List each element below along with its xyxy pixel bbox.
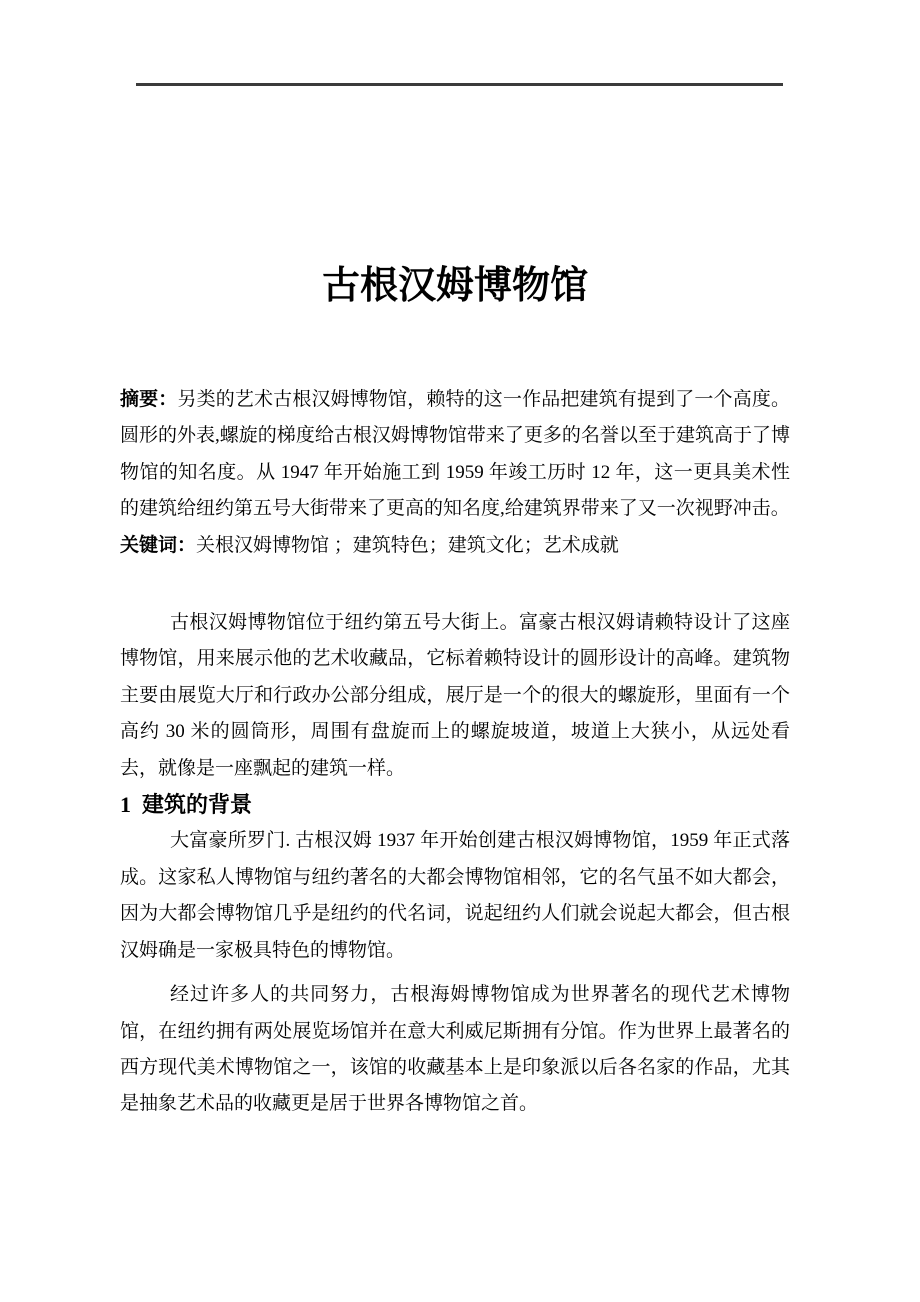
- intro-paragraph: 古根汉姆博物馆位于纽约第五号大街上。富豪古根汉姆请赖特设计了这座博物馆，用来展示他的艺术收藏品，它标着赖特设计的圆形设计的高峰。建筑物主要由展览大厅和行政办公部分组成，展厅是一个的很大的螺旋形，里面有一个高约 30 米的圆筒形，周围有盘旋而上的螺旋坡道，坡道上大狭小，从远处看去，就像是一座飘起的建筑一样。: [120, 612, 790, 779]
- page-title: 古根汉姆博物馆: [321, 265, 588, 307]
- section-paragraph: 大富豪所罗门. 古根汉姆 1937 年开始创建古根汉姆博物馆，1959 年正式落成。这家私人博物馆与纽约著名的大都会博物馆相邻，它的名气虽不如大都会，因为大都会博物馆几乎是纽约的代名词，说起纽约人们就会说起大都会，但古根汉姆确是一家极具特色的博物馆。: [120, 830, 790, 961]
- section-paragraph: 经过许多人的共同努力，古根海姆博物馆成为世界著名的现代艺术博物馆，在纽约拥有两处展览场馆并在意大利威尼斯拥有分馆。作为世界上最著名的西方现代美术博物馆之一，该馆的收藏基本上是印象派以后各名家的作品，尤其是抽象艺术品的收藏更是居于世界各博物馆之首。: [120, 984, 790, 1115]
- abstract-paragraph: [120, 382, 790, 528]
- abstract-label: 摘要：: [120, 389, 178, 410]
- document-body: [120, 382, 790, 1123]
- header-rule: [136, 83, 783, 86]
- section-heading: 1 建筑的背景: [120, 792, 253, 818]
- abstract-text: 另类的艺术古根汉姆博物馆，赖特的这一作品把建筑有提到了一个高度。圆形的外表,螺旋的梯度给古根汉姆博物馆带来了更多的名誉以至于建筑高于了博物馆的知名度。从 1947 年开始施工到 1959 年竣工历时 12 年，这一更具美术性的建筑给纽约第五号大街带来了更高的知名度,给建筑界带来了又一次视野冲击。: [120, 389, 790, 520]
- keywords-text: 关根汉姆博物馆 ；建筑特色；建筑文化；艺术成就: [196, 534, 619, 556]
- keywords-paragraph: [120, 528, 790, 564]
- keywords-label: 关键词：: [120, 534, 197, 556]
